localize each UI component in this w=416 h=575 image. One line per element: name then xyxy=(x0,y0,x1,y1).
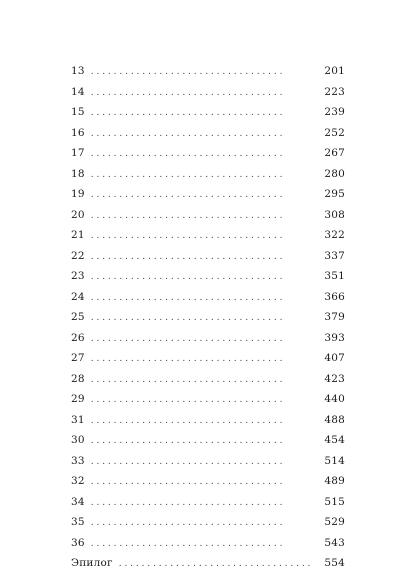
toc-entry-page-number: 267 xyxy=(324,147,345,159)
dot-leader: . . . . . . . . . . . . . . . . . . . . . . . . . . . . . . . . . . xyxy=(90,313,283,323)
toc-entry xyxy=(71,61,345,82)
toc-entry-label: 36 xyxy=(71,536,85,549)
toc-entry-label: Эпилог xyxy=(71,557,113,569)
dot-leader: . . . . . . . . . . . . . . . . . . . . . . . . . . . . . . . . . . xyxy=(118,559,311,569)
toc-entry-page-number: 295 xyxy=(324,188,345,200)
toc-entry xyxy=(71,205,345,226)
toc-entry-label: 22 xyxy=(71,249,85,262)
toc-entry xyxy=(71,389,345,410)
dot-leader: . . . . . . . . . . . . . . . . . . . . . . . . . . . . . . . . . . xyxy=(90,477,283,487)
toc-entry xyxy=(71,246,345,267)
toc-entry-page-number: 514 xyxy=(324,454,345,467)
toc-entry-page-number: 379 xyxy=(324,311,345,323)
toc-entry-label: 30 xyxy=(71,434,85,446)
toc-entry xyxy=(71,471,345,492)
toc-entry-label: 19 xyxy=(71,188,85,200)
toc-entry-label: 33 xyxy=(71,454,85,467)
dot-leader: . . . . . . . . . . . . . . . . . . . . . . . . . . . . . . . . . . xyxy=(90,374,283,385)
toc-entry-page-number: 366 xyxy=(324,290,345,303)
toc-entry-page-number: 337 xyxy=(324,249,345,262)
dot-leader: . . . . . . . . . . . . . . . . . . . . . . . . . . . . . . . . . . xyxy=(90,538,283,549)
toc-entry-page-number: 423 xyxy=(324,372,345,385)
toc-entry xyxy=(71,553,345,574)
toc-entry-label: 16 xyxy=(71,126,85,139)
toc-entry xyxy=(71,533,345,554)
dot-leader: . . . . . . . . . . . . . . . . . . . . . . . . . . . . . . . . . . xyxy=(90,333,283,344)
table-of-contents xyxy=(71,61,345,574)
toc-entry-label: 35 xyxy=(71,516,85,528)
toc-entry-label: 34 xyxy=(71,495,85,508)
dot-leader: . . . . . . . . . . . . . . . . . . . . . . . . . . . . . . . . . . xyxy=(90,87,283,98)
toc-entry-page-number: 308 xyxy=(324,208,345,221)
toc-entry-page-number: 554 xyxy=(324,557,345,569)
toc-entry-label: 14 xyxy=(71,85,85,98)
toc-entry-page-number: 440 xyxy=(324,393,345,405)
toc-entry-page-number: 529 xyxy=(324,516,345,528)
toc-entry-page-number: 252 xyxy=(324,126,345,139)
toc-entry-page-number: 454 xyxy=(324,434,345,446)
toc-entry-label: 31 xyxy=(71,413,85,426)
toc-entry xyxy=(71,307,345,328)
toc-entry xyxy=(71,410,345,431)
toc-entry-label: 18 xyxy=(71,167,85,180)
dot-leader: . . . . . . . . . . . . . . . . . . . . . . . . . . . . . . . . . . xyxy=(90,354,283,364)
toc-entry xyxy=(71,184,345,205)
toc-entry xyxy=(71,328,345,349)
dot-leader: . . . . . . . . . . . . . . . . . . . . . . . . . . . . . . . . . . xyxy=(90,210,283,221)
toc-entry xyxy=(71,123,345,144)
dot-leader: . . . . . . . . . . . . . . . . . . . . . . . . . . . . . . . . . . xyxy=(90,108,283,118)
toc-entry-page-number: 322 xyxy=(324,229,345,241)
toc-entry-label: 25 xyxy=(71,311,85,323)
dot-leader: . . . . . . . . . . . . . . . . . . . . . . . . . . . . . . . . . . xyxy=(90,497,283,508)
dot-leader: . . . . . . . . . . . . . . . . . . . . . . . . . . . . . . . . . . xyxy=(90,169,283,180)
toc-entry-page-number: 393 xyxy=(324,331,345,344)
dot-leader: . . . . . . . . . . . . . . . . . . . . . . . . . . . . . . . . . . xyxy=(90,251,283,262)
toc-entry-label: 23 xyxy=(71,270,85,282)
toc-entry xyxy=(71,451,345,472)
toc-entry xyxy=(71,492,345,513)
toc-entry xyxy=(71,512,345,533)
dot-leader: . . . . . . . . . . . . . . . . . . . . . . . . . . . . . . . . . . xyxy=(90,128,283,139)
dot-leader: . . . . . . . . . . . . . . . . . . . . . . . . . . . . . . . . . . xyxy=(90,67,283,77)
toc-entry-label: 26 xyxy=(71,331,85,344)
toc-entry-label: 13 xyxy=(71,65,85,77)
toc-entry xyxy=(71,266,345,287)
dot-leader: . . . . . . . . . . . . . . . . . . . . . . . . . . . . . . . . . . xyxy=(90,231,283,241)
toc-entry-page-number: 515 xyxy=(324,495,345,508)
toc-entry xyxy=(71,164,345,185)
toc-entry-label: 21 xyxy=(71,229,85,241)
toc-entry-page-number: 351 xyxy=(324,270,345,282)
toc-entry xyxy=(71,287,345,308)
toc-entry-page-number: 488 xyxy=(324,413,345,426)
toc-entry xyxy=(71,143,345,164)
dot-leader: . . . . . . . . . . . . . . . . . . . . . . . . . . . . . . . . . . xyxy=(90,518,283,528)
toc-entry xyxy=(71,369,345,390)
dot-leader: . . . . . . . . . . . . . . . . . . . . . . . . . . . . . . . . . . xyxy=(90,149,283,159)
toc-entry-page-number: 223 xyxy=(324,85,345,98)
dot-leader: . . . . . . . . . . . . . . . . . . . . . . . . . . . . . . . . . . xyxy=(90,456,283,467)
dot-leader: . . . . . . . . . . . . . . . . . . . . . . . . . . . . . . . . . . xyxy=(90,292,283,303)
toc-entry-label: 29 xyxy=(71,393,85,405)
toc-entry-page-number: 239 xyxy=(324,106,345,118)
dot-leader: . . . . . . . . . . . . . . . . . . . . . . . . . . . . . . . . . . xyxy=(90,190,283,200)
dot-leader: . . . . . . . . . . . . . . . . . . . . . . . . . . . . . . . . . . xyxy=(90,272,283,282)
toc-entry-page-number: 543 xyxy=(324,536,345,549)
toc-entry-label: 20 xyxy=(71,208,85,221)
toc-entry-label: 17 xyxy=(71,147,85,159)
toc-entry-page-number: 201 xyxy=(324,65,345,77)
toc-entry-page-number: 407 xyxy=(324,352,345,364)
toc-entry-label: 24 xyxy=(71,290,85,303)
toc-entry xyxy=(71,225,345,246)
toc-entry-label: 27 xyxy=(71,352,85,364)
toc-entry xyxy=(71,82,345,103)
toc-entry-label: 15 xyxy=(71,106,85,118)
toc-entry-page-number: 280 xyxy=(324,167,345,180)
dot-leader: . . . . . . . . . . . . . . . . . . . . . . . . . . . . . . . . . . xyxy=(90,436,283,446)
toc-entry-label: 28 xyxy=(71,372,85,385)
toc-entry xyxy=(71,102,345,123)
dot-leader: . . . . . . . . . . . . . . . . . . . . . . . . . . . . . . . . . . xyxy=(90,415,283,426)
toc-entry xyxy=(71,348,345,369)
toc-entry xyxy=(71,430,345,451)
toc-entry-label: 32 xyxy=(71,475,85,487)
dot-leader: . . . . . . . . . . . . . . . . . . . . . . . . . . . . . . . . . . xyxy=(90,395,283,405)
toc-entry-page-number: 489 xyxy=(324,475,345,487)
